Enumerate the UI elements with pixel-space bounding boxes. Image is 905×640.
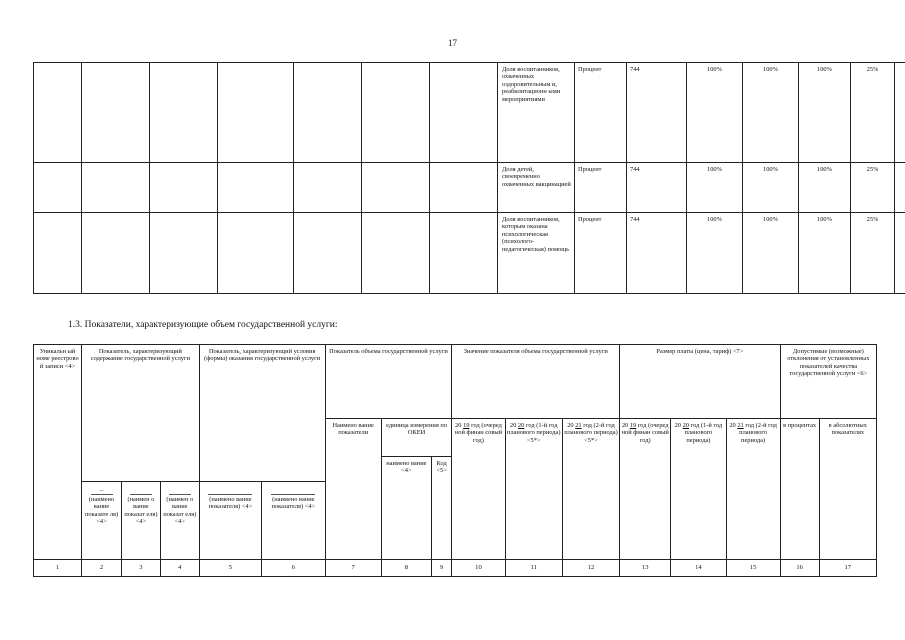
header-fee-year-3: 20 21 год (2-й год планового периода) bbox=[726, 419, 780, 560]
column-number: 16 bbox=[780, 560, 819, 577]
blank-line bbox=[169, 485, 191, 495]
empty-cell bbox=[430, 63, 498, 163]
header-content-sub-1: _ (наимено вание показате ля) <4> bbox=[82, 482, 122, 560]
empty-cell bbox=[362, 63, 430, 163]
column-number: 4 bbox=[160, 560, 199, 577]
column-number: 1 bbox=[34, 560, 82, 577]
empty-cell bbox=[218, 163, 294, 213]
column-number: 6 bbox=[262, 560, 325, 577]
header-okei-unit: единица измерения по ОКЕИ bbox=[381, 419, 452, 457]
blank-line bbox=[271, 485, 315, 495]
column-number: 15 bbox=[726, 560, 780, 577]
column-number: 2 bbox=[82, 560, 122, 577]
header-unit-code: Код <5> bbox=[431, 457, 451, 560]
value-year-2: 100% bbox=[743, 213, 799, 294]
column-number: 8 bbox=[381, 560, 431, 577]
unit-name: Процент bbox=[575, 63, 627, 163]
empty-cell bbox=[34, 163, 82, 213]
column-number: 11 bbox=[505, 560, 562, 577]
header-volume-name: Наимено вание показатели bbox=[325, 419, 381, 560]
column-number: 7 bbox=[325, 560, 381, 577]
column-number: 10 bbox=[452, 560, 505, 577]
empty-cell bbox=[294, 163, 362, 213]
header-volume-value: Значение показателя объема государственной услуги bbox=[452, 345, 620, 419]
empty-cell bbox=[362, 163, 430, 213]
column-number: 9 bbox=[431, 560, 451, 577]
table-row bbox=[34, 163, 905, 213]
deviation-percent: 25% bbox=[851, 163, 895, 213]
blank-line bbox=[130, 485, 152, 495]
blank-line: _ bbox=[91, 485, 113, 495]
empty-cell bbox=[34, 63, 82, 163]
empty-cell bbox=[82, 163, 150, 213]
column-number: 3 bbox=[121, 560, 160, 577]
value-year-3: 100% bbox=[799, 63, 851, 163]
empty-cell bbox=[430, 163, 498, 213]
unit-code: 744 bbox=[627, 163, 687, 213]
indicator-name: Доля воспитанников, которым оказана психологическая (психолого-педагогическая) помощь bbox=[498, 213, 575, 294]
value-year-1: 100% bbox=[687, 163, 743, 213]
empty-cell bbox=[362, 213, 430, 294]
header-unit-name: наимено вание <4> bbox=[381, 457, 431, 560]
empty-cell bbox=[82, 213, 150, 294]
section-heading: 1.3. Показатели, характеризующие объем государственной услуги: bbox=[68, 320, 338, 330]
header-deviation-percent: в процентах bbox=[780, 419, 819, 560]
column-number: 12 bbox=[562, 560, 619, 577]
header-value-year-1: 20 19 год (очеред ной финан совый год) bbox=[452, 419, 505, 560]
header-conditions-sub-2: (наимено вание показателя) <4> bbox=[262, 482, 325, 560]
value-year-3: 100% bbox=[799, 163, 851, 213]
empty-cell bbox=[218, 63, 294, 163]
table-row bbox=[34, 63, 905, 163]
header-content-sub-3: (наимен о вание показат еля) <4> bbox=[160, 482, 199, 560]
page-number: 17 bbox=[448, 38, 457, 48]
deviation-percent: 25% bbox=[851, 213, 895, 294]
value-year-1: 100% bbox=[687, 213, 743, 294]
volume-indicators-table bbox=[33, 344, 877, 577]
unit-code: 744 bbox=[627, 63, 687, 163]
indicator-name: Доля воспитанников, охваченных оздоровительным и, реабилитационн ыми мероприятиями bbox=[498, 63, 575, 163]
indicator-name: Доля детей, своевременно охваченных вакцинацией bbox=[498, 163, 575, 213]
header-conditions-sub-1: (наимено вание показателя) <4> bbox=[199, 482, 261, 560]
empty-cell bbox=[895, 213, 905, 294]
header-deviation: Допустимые (возможные) отклонения от установленных показателей качества государственной услуги <6> bbox=[780, 345, 876, 419]
header-content-indicator: Показатель, характеризующий содержание государственной услуги bbox=[82, 345, 200, 482]
value-year-3: 100% bbox=[799, 213, 851, 294]
header-unique-number: Уникальн ый номе реестрово й записи <4> bbox=[34, 345, 82, 560]
header-fee-year-1: 20 19 год (очеред ной финан совый год) bbox=[620, 419, 671, 560]
header-fee-year-2: 20 20 год (1-й год планового периода) bbox=[671, 419, 726, 560]
empty-cell bbox=[430, 213, 498, 294]
empty-cell bbox=[150, 213, 218, 294]
column-number: 13 bbox=[620, 560, 671, 577]
value-year-2: 100% bbox=[743, 163, 799, 213]
unit-name: Процент bbox=[575, 213, 627, 294]
header-volume-indicator: Показатель объема государственной услуги bbox=[325, 345, 452, 419]
empty-cell bbox=[34, 213, 82, 294]
header-value-year-3: 20 21 год (2-й год планового периода) <5*> bbox=[562, 419, 619, 560]
empty-cell bbox=[150, 163, 218, 213]
header-content-sub-2: (наимен о вание показат еля) <4> bbox=[121, 482, 160, 560]
deviation-percent: 25% bbox=[851, 63, 895, 163]
header-fee: Размер платы (цена, тариф) <7> bbox=[620, 345, 781, 419]
quality-indicators-table bbox=[33, 62, 905, 294]
empty-cell bbox=[294, 213, 362, 294]
column-number: 14 bbox=[671, 560, 726, 577]
header-value-year-2: 20 20 год (1-й год планового периода) <5*> bbox=[505, 419, 562, 560]
empty-cell bbox=[218, 213, 294, 294]
value-year-2: 100% bbox=[743, 63, 799, 163]
empty-cell bbox=[895, 63, 905, 163]
header-deviation-absolute: в абсолютных показателях bbox=[819, 419, 876, 560]
empty-cell bbox=[150, 63, 218, 163]
unit-name: Процент bbox=[575, 163, 627, 213]
column-number: 5 bbox=[199, 560, 261, 577]
column-number: 17 bbox=[819, 560, 876, 577]
header-conditions-indicator: Показатель, характеризующий условия (формы) оказания государственной услуги bbox=[199, 345, 325, 482]
table-row bbox=[34, 213, 905, 294]
value-year-1: 100% bbox=[687, 63, 743, 163]
column-number-row bbox=[34, 560, 877, 577]
empty-cell bbox=[895, 163, 905, 213]
blank-line bbox=[208, 485, 252, 495]
unit-code: 744 bbox=[627, 213, 687, 294]
empty-cell bbox=[294, 63, 362, 163]
empty-cell bbox=[82, 63, 150, 163]
